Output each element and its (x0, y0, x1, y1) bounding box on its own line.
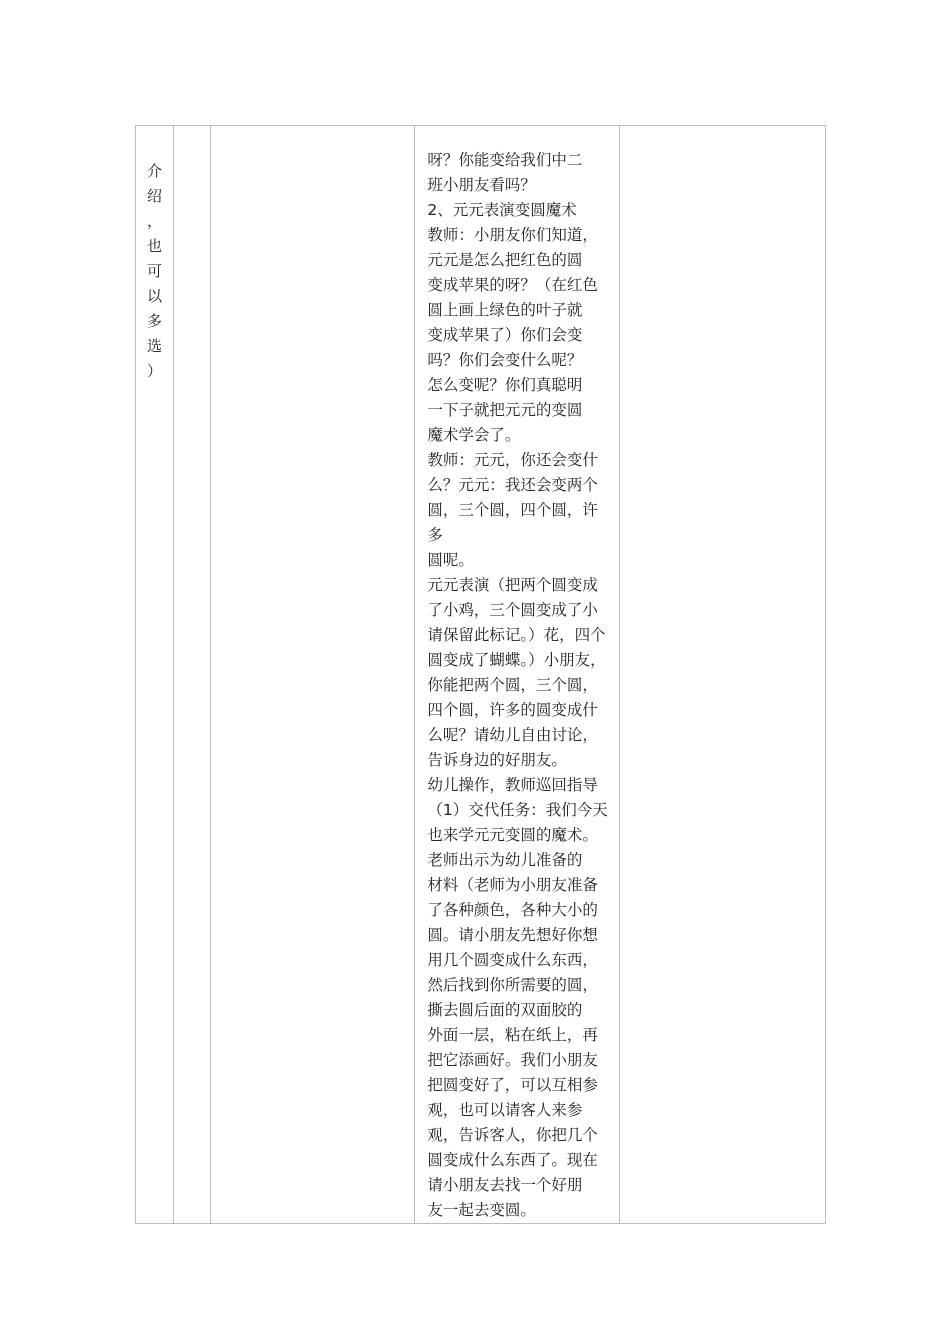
label-char: 可 (147, 262, 163, 280)
paragraph: 呀？你能变给我们中二 班小朋友看吗？ (427, 151, 583, 194)
activity-text (415, 126, 618, 1223)
label-char: ） (147, 362, 163, 380)
section-label-cell (136, 126, 174, 1224)
paragraph: 教师：元元，你还会变什 么？元元：我还会变两个 圆，三个圆，四个圆，许多 圆呢。 (427, 451, 598, 569)
paragraph: （1）交代任务：我们今天 也来学元元变圆的魔术。 老师出示为幼儿准备的 材料（老师为小朋友准备 了各种颜色，各种大小的 圆。请小朋友先想好你想 用几个圆变成什么东西， 然后找到你所需要的圆， 撕去圆后面的双面胶的 外面一层，粘在纸上，再 把它添画好。我们小朋友 把圆变好了，可以互相参 观，也可以请客人来参 观，告诉客人，你把几个 圆变成什么东西了。现在 请小朋友去找一个好朋 友一起去变圆。 (427, 801, 608, 1219)
table-row (136, 126, 826, 1224)
label-char: 也 (147, 237, 163, 255)
empty-cell (619, 126, 825, 1224)
empty-cell (174, 126, 211, 1224)
label-char: 以 (147, 287, 163, 305)
paragraph: 2、元元表演变圆魔术 (427, 201, 577, 219)
label-char: 介 (147, 162, 163, 180)
label-char: 选 (147, 337, 163, 355)
paragraph: 教师：小朋友你们知道， 元元是怎么把红色的圆 变成苹果的呀？（在红色 圆上画上绿色的叶子就 变成苹果了）你们会变 吗？你们会变什么呢？ 怎么变呢？你们真聪明 一下子就把元元的变圆 魔术学会了。 (427, 226, 598, 444)
label-char: 多 (147, 312, 163, 330)
label-char: ， (147, 212, 163, 230)
paragraph: 元元表演（把两个圆变成 了小鸡，三个圆变成了小 请保留此标记。）花，四个 圆变成了蝴蝶。）小朋友， 你能把两个圆，三个圆， 四个圆，许多的圆变成什 么呢？请幼儿自由讨论， 告诉身边的好朋友。 (427, 576, 606, 769)
empty-cell (211, 126, 415, 1224)
activity-process-cell (415, 126, 619, 1224)
lesson-plan-table (135, 125, 826, 1224)
vertical-section-label (136, 126, 173, 384)
paragraph: 幼儿操作，教师巡回指导 (427, 776, 598, 794)
label-char: 绍 (147, 187, 163, 205)
